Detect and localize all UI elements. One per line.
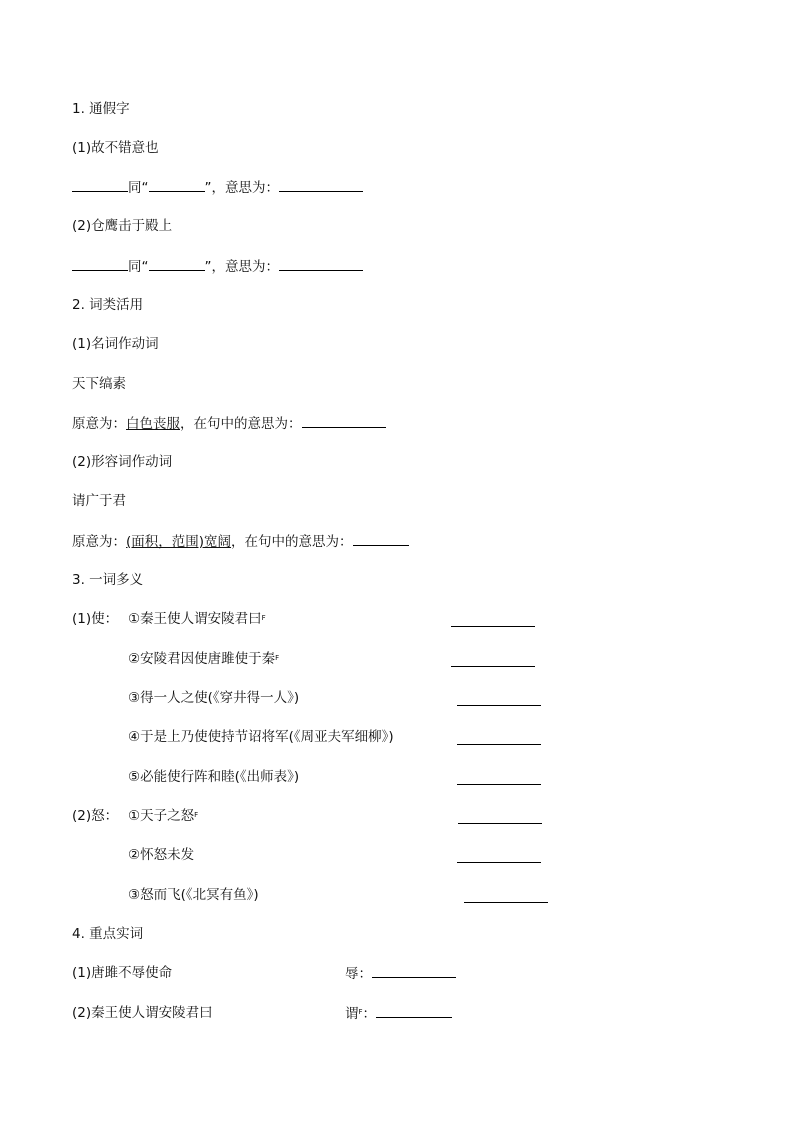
orig-value: (面积，范围)宽阔: [126, 534, 232, 550]
fill-row: [72, 177, 363, 198]
answer-blank[interactable]: [279, 256, 363, 271]
item-title: (1)名词作动词: [72, 336, 159, 352]
orig-value: 白色丧服: [126, 416, 180, 432]
list-item: ③怒而飞(《北冥有鱼》): [128, 887, 259, 903]
section-heading-zhongdianshici: 4. 重点实词: [72, 926, 144, 942]
answer-blank[interactable]: [149, 177, 205, 192]
answer-blank[interactable]: [302, 413, 386, 428]
item-title: (2)形容词作动词: [72, 454, 173, 470]
answer-blank[interactable]: [279, 177, 363, 192]
list-item: ①秦王使人谓安陵君曰$^F$: [128, 611, 266, 627]
sentence: 天下缟素: [72, 376, 126, 392]
list-item: ⑤必能使行阵和睦(《出师表》): [128, 769, 300, 785]
fill-row: [72, 256, 363, 277]
item-title: (2)仓鹰击于殿上: [72, 218, 173, 234]
answer-blank[interactable]: [376, 1003, 452, 1018]
tong-label: 同“: [128, 180, 149, 196]
meaning-label: ”，意思为：: [204, 180, 279, 196]
section-heading-yiciduoyi: 3. 一词多义: [72, 572, 144, 588]
answer-blank[interactable]: [72, 177, 128, 192]
answer-blank[interactable]: [457, 691, 541, 706]
list-item: ④于是上乃使使持节诏将军(《周亚夫军细柳》): [128, 729, 394, 745]
meaning-label: ，在句中的意思为：: [180, 416, 302, 432]
list-item: ③得一人之使(《穿井得一人》): [128, 690, 300, 706]
sentence: (2)秦王使人谓安陵君曰: [72, 1005, 213, 1021]
answer-blank[interactable]: [457, 730, 541, 745]
orig-label: 原意为：: [72, 416, 126, 432]
list-item: ②怀怒未发: [128, 847, 195, 863]
fill-row: [72, 531, 409, 552]
orig-label: 原意为：: [72, 534, 126, 550]
answer-blank[interactable]: [149, 256, 205, 271]
answer-blank[interactable]: [353, 531, 409, 546]
list-item: ②安陵君因使唐雎使于秦$^F$: [128, 651, 280, 667]
meaning-label: ，在句中的意思为：: [231, 534, 353, 550]
answer-blank[interactable]: [457, 848, 541, 863]
section-heading-cileihuoyong: 2. 词类活用: [72, 297, 144, 313]
answer-blank[interactable]: [372, 963, 456, 978]
sentence: 请广于君: [72, 493, 126, 509]
answer-blank[interactable]: [464, 888, 548, 903]
answer-blank[interactable]: [458, 809, 542, 824]
section-heading-tongjiazi: 1. 通假字: [72, 101, 130, 117]
word-fill: 辱：: [345, 963, 456, 984]
item-title: (1)故不错意也: [72, 140, 159, 156]
word-fill: 谓$^F$：: [345, 1003, 452, 1024]
meaning-label: ”，意思为：: [204, 259, 279, 275]
sentence: (1)唐雎不辱使命: [72, 965, 173, 981]
answer-blank[interactable]: [72, 256, 128, 271]
answer-blank[interactable]: [451, 652, 535, 667]
list-item: ①天子之怒$^F$: [128, 808, 199, 824]
answer-blank[interactable]: [457, 770, 541, 785]
group-label-nu: (2)怒：: [72, 808, 119, 824]
tong-label: 同“: [128, 259, 149, 275]
answer-blank[interactable]: [451, 612, 535, 627]
fill-row: [72, 413, 386, 434]
group-label-shi: (1)使：: [72, 611, 119, 627]
